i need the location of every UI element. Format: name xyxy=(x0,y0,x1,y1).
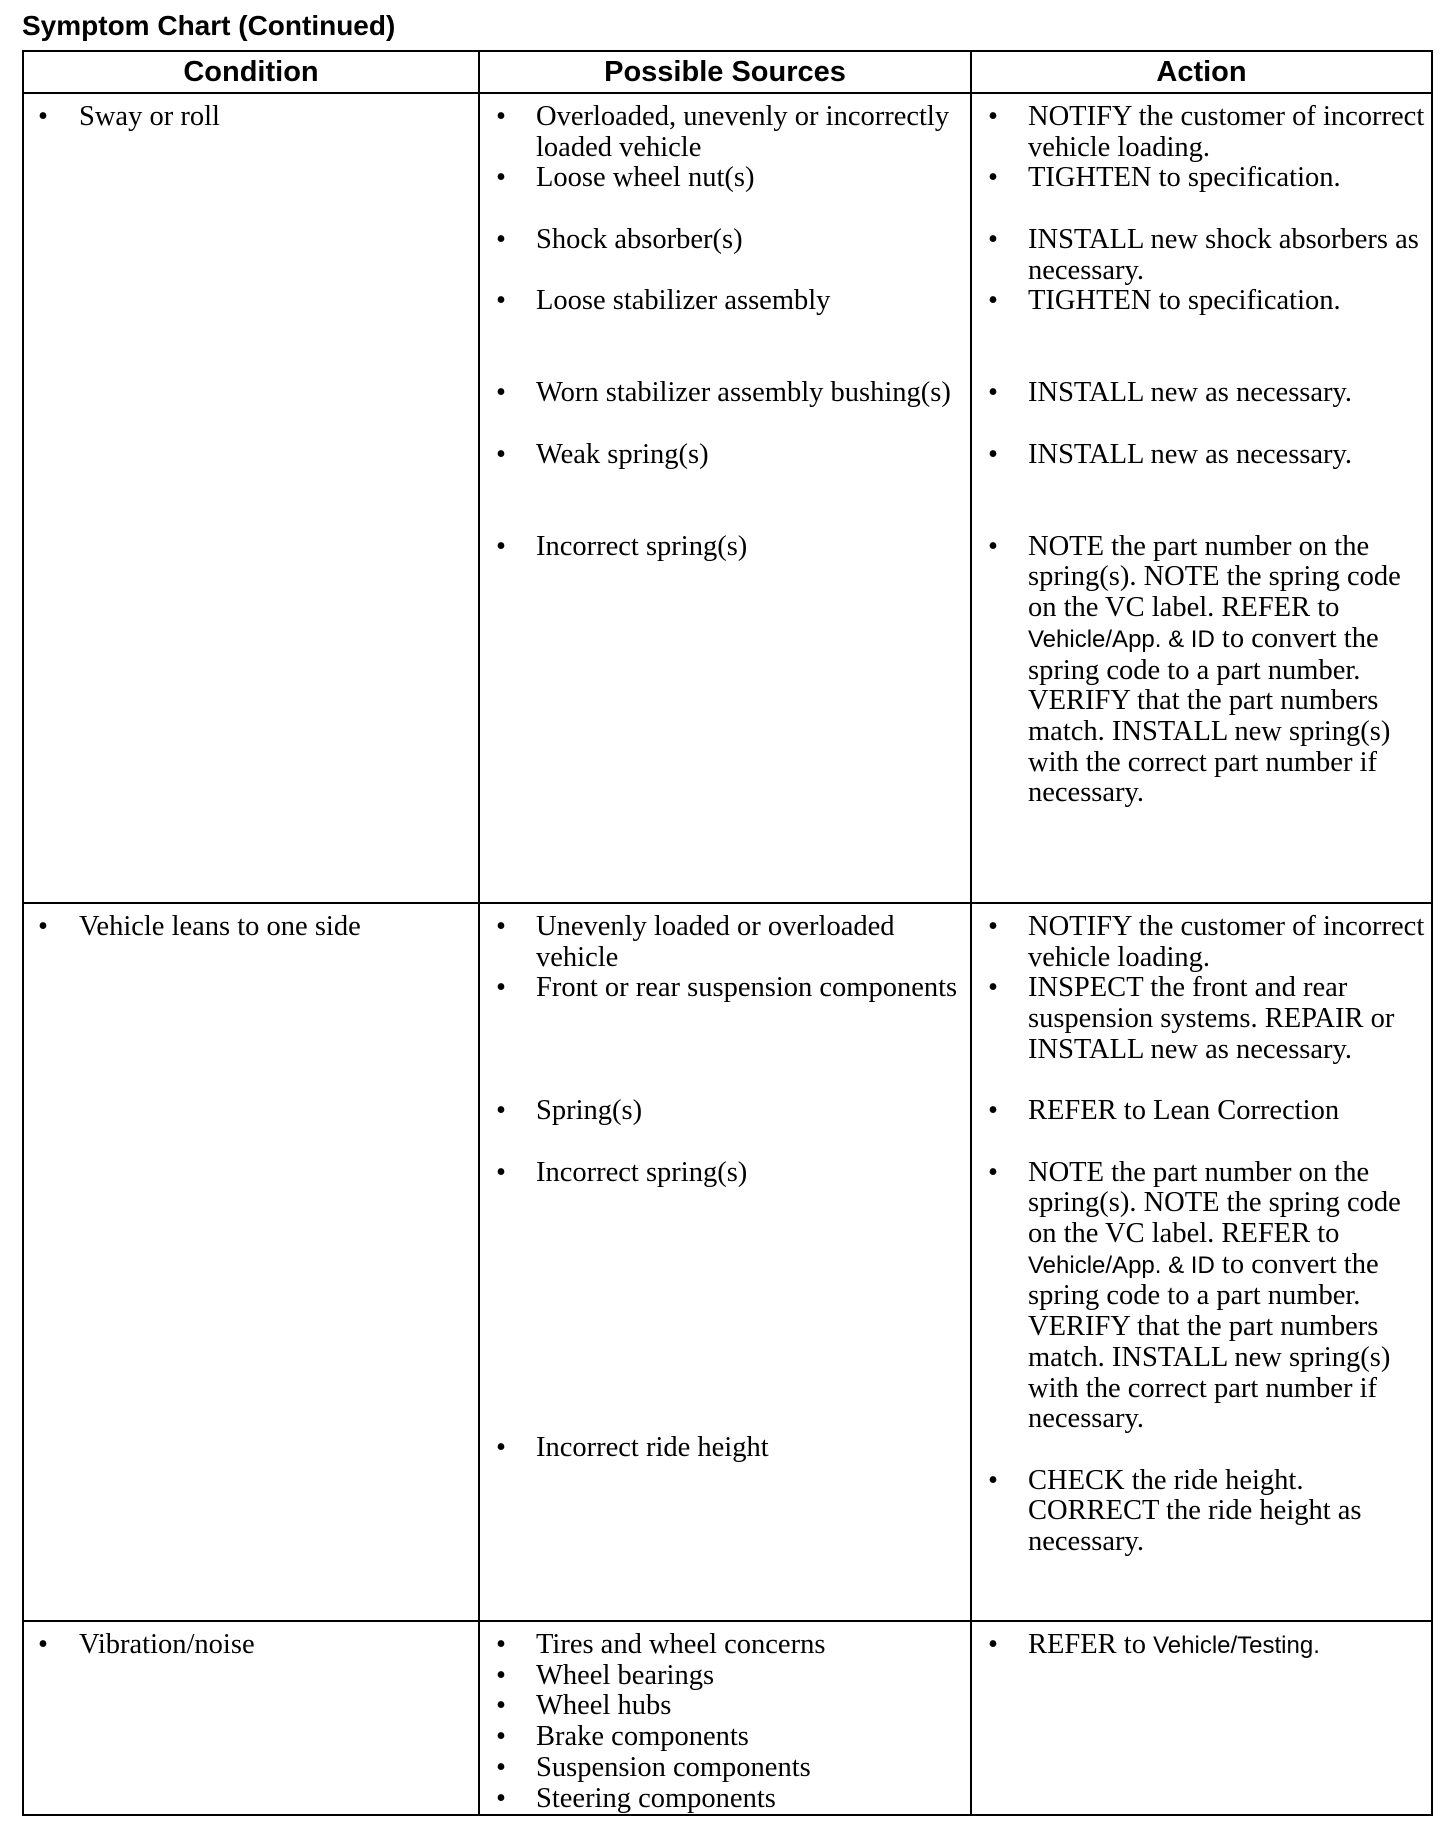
action-cell xyxy=(971,903,1432,1621)
sources-cell xyxy=(479,93,971,903)
action-text: NOTE the part number on the spring(s). NOTE the spring code on the VC label. REFER to xyxy=(1028,1156,1401,1249)
table-row-sway-or-roll xyxy=(23,93,1432,903)
sources-cell xyxy=(479,1621,971,1815)
action-text: to convert the spring code to a part number. VERIFY that the part numbers match. INSTALL new spring(s) with the correct part number if necessary. xyxy=(1028,622,1391,809)
source-text: Brake components xyxy=(536,1721,749,1753)
bullet-marker: • xyxy=(38,101,48,132)
list-item: • INSPECT the front and rear suspension systems. REPAIR or INSTALL new as necessary. xyxy=(988,972,1395,1065)
bullet-marker: • xyxy=(38,911,48,942)
list-item: • CHECK the ride height. CORRECT the ride height as necessary. xyxy=(988,1464,1362,1558)
list-item: • Unevenly loaded or overloaded vehicle xyxy=(496,911,895,973)
source-text: Steering components xyxy=(536,1782,776,1814)
source-text: Tires and wheel concerns xyxy=(536,1629,826,1660)
source-text: Loose stabilizer assembly xyxy=(536,285,831,317)
list-item: • Incorrect ride height xyxy=(496,1432,769,1464)
condition-cell xyxy=(23,1621,479,1815)
action-cell xyxy=(971,93,1432,903)
bullet-marker: • xyxy=(38,1629,48,1660)
list-item: • Wheel hubs xyxy=(496,1690,672,1722)
list-item: • INSTALL new shock absorbers as necessary. xyxy=(988,223,1419,286)
table-row-vibration-noise xyxy=(23,1621,1432,1815)
list-item: • Loose stabilizer assembly xyxy=(496,285,831,317)
header-possible-sources: Possible Sources xyxy=(479,51,971,93)
source-text: Weak spring(s) xyxy=(536,438,709,470)
source-text: Unevenly loaded or overloaded vehicle xyxy=(536,911,895,973)
action-text: INSPECT the front and rear suspension systems. REPAIR or INSTALL new as necessary. xyxy=(1028,972,1395,1065)
list-item: • Loose wheel nut(s) xyxy=(496,162,755,194)
condition-text: Vehicle leans to one side xyxy=(79,911,361,942)
list-item: • NOTE the part number on the spring(s). NOTE the spring code on the VC label. REFER to Vehicle/App. & ID to convert the spring code to a part number. VERIFY that the part numbers match. INSTALL new spring(s) with the correct part number if necessary. xyxy=(988,530,1401,809)
action-text: to convert the spring code to a part number. VERIFY that the part numbers match. INSTALL new spring(s) with the correct part number if necessary. xyxy=(1028,1248,1391,1435)
reference-link[interactable]: Vehicle/App. & ID xyxy=(1028,1251,1215,1279)
action-text: REFER to xyxy=(1028,1629,1154,1660)
action-text: TIGHTEN to specification. xyxy=(1028,285,1341,317)
chart-title: Symptom Chart (Continued) xyxy=(22,10,396,41)
source-text: Shock absorber(s) xyxy=(536,223,743,255)
list-item: • NOTIFY the customer of incorrect vehicle loading. xyxy=(988,101,1425,163)
list-item: • REFER to Lean Correction xyxy=(988,1095,1340,1127)
reference-link[interactable]: Vehicle/App. & ID xyxy=(1028,625,1215,653)
action-text: CHECK the ride height. CORRECT the ride height as necessary. xyxy=(1028,1464,1362,1558)
source-text: Incorrect spring(s) xyxy=(536,1156,748,1188)
source-text: Worn stabilizer assembly bushing(s) xyxy=(536,377,951,409)
action-text: REFER to Lean Correction xyxy=(1028,1095,1340,1127)
action-text: NOTIFY the customer of incorrect vehicle loading. xyxy=(1028,101,1425,163)
source-text: Overloaded, unevenly or incorrectly loaded vehicle xyxy=(536,101,950,163)
source-text: Loose wheel nut(s) xyxy=(536,162,755,194)
source-text: Incorrect ride height xyxy=(536,1432,769,1464)
action-text: INSTALL new as necessary. xyxy=(1028,377,1353,409)
list-item: • Worn stabilizer assembly bushing(s) xyxy=(496,377,951,409)
source-text: Suspension components xyxy=(536,1751,811,1783)
list-item: • NOTIFY the customer of incorrect vehicle loading. xyxy=(988,911,1425,973)
source-text: Wheel hubs xyxy=(536,1690,672,1722)
list-item: • Wheel bearings xyxy=(496,1659,715,1691)
list-item: • TIGHTEN to specification. xyxy=(988,162,1341,194)
condition-text: Sway or roll xyxy=(79,101,220,132)
action-text: NOTE the part number on the spring(s). NOTE the spring code on the VC label. REFER to xyxy=(1028,530,1401,624)
list-item: • Brake components xyxy=(496,1721,749,1753)
source-text: Spring(s) xyxy=(536,1095,643,1127)
condition-cell xyxy=(23,903,479,1621)
list-item: • Incorrect spring(s) xyxy=(496,1156,748,1188)
list-item: • Suspension components xyxy=(496,1751,811,1783)
list-item: • Incorrect spring(s) xyxy=(496,530,748,562)
table-row-vehicle-leans xyxy=(23,903,1432,1621)
header-condition: Condition xyxy=(23,51,479,93)
list-item: • INSTALL new as necessary. xyxy=(988,377,1353,409)
header-row xyxy=(23,51,1432,93)
symptom-chart-table xyxy=(22,50,1433,1816)
condition-cell xyxy=(23,93,479,903)
sources-cell xyxy=(479,903,971,1621)
source-text: Front or rear suspension components xyxy=(536,972,958,1004)
list-item: • Steering components xyxy=(496,1782,776,1814)
list-item: • REFER to Vehicle/Testing. xyxy=(988,1629,1320,1660)
list-item: • Overloaded, unevenly or incorrectly loaded vehicle xyxy=(496,101,950,163)
list-item: • INSTALL new as necessary. xyxy=(988,438,1353,470)
list-item: • Shock absorber(s) xyxy=(496,223,743,255)
source-text: Incorrect spring(s) xyxy=(536,530,748,562)
action-text: INSTALL new shock absorbers as necessary. xyxy=(1028,223,1419,286)
list-item: • Weak spring(s) xyxy=(496,438,709,470)
header-action: Action xyxy=(971,51,1432,93)
source-text: Wheel bearings xyxy=(536,1659,715,1691)
condition-text: Vibration/noise xyxy=(79,1629,255,1660)
list-item: • Tires and wheel concerns xyxy=(496,1629,826,1660)
action-text: TIGHTEN to specification. xyxy=(1028,162,1341,194)
list-item: • NOTE the part number on the spring(s). NOTE the spring code on the VC label. REFER to Vehicle/App. & ID to convert the spring code to a part number. VERIFY that the part numbers match. INSTALL new spring(s) with the correct part number if necessary. xyxy=(988,1156,1401,1435)
reference-link[interactable]: Vehicle/Testing. xyxy=(1153,1632,1320,1659)
action-text: INSTALL new as necessary. xyxy=(1028,438,1353,470)
action-cell xyxy=(971,1621,1432,1815)
list-item: • Front or rear suspension components xyxy=(496,972,958,1004)
list-item: • TIGHTEN to specification. xyxy=(988,285,1341,317)
action-text: NOTIFY the customer of incorrect vehicle loading. xyxy=(1028,911,1425,973)
list-item: • Spring(s) xyxy=(496,1095,643,1127)
